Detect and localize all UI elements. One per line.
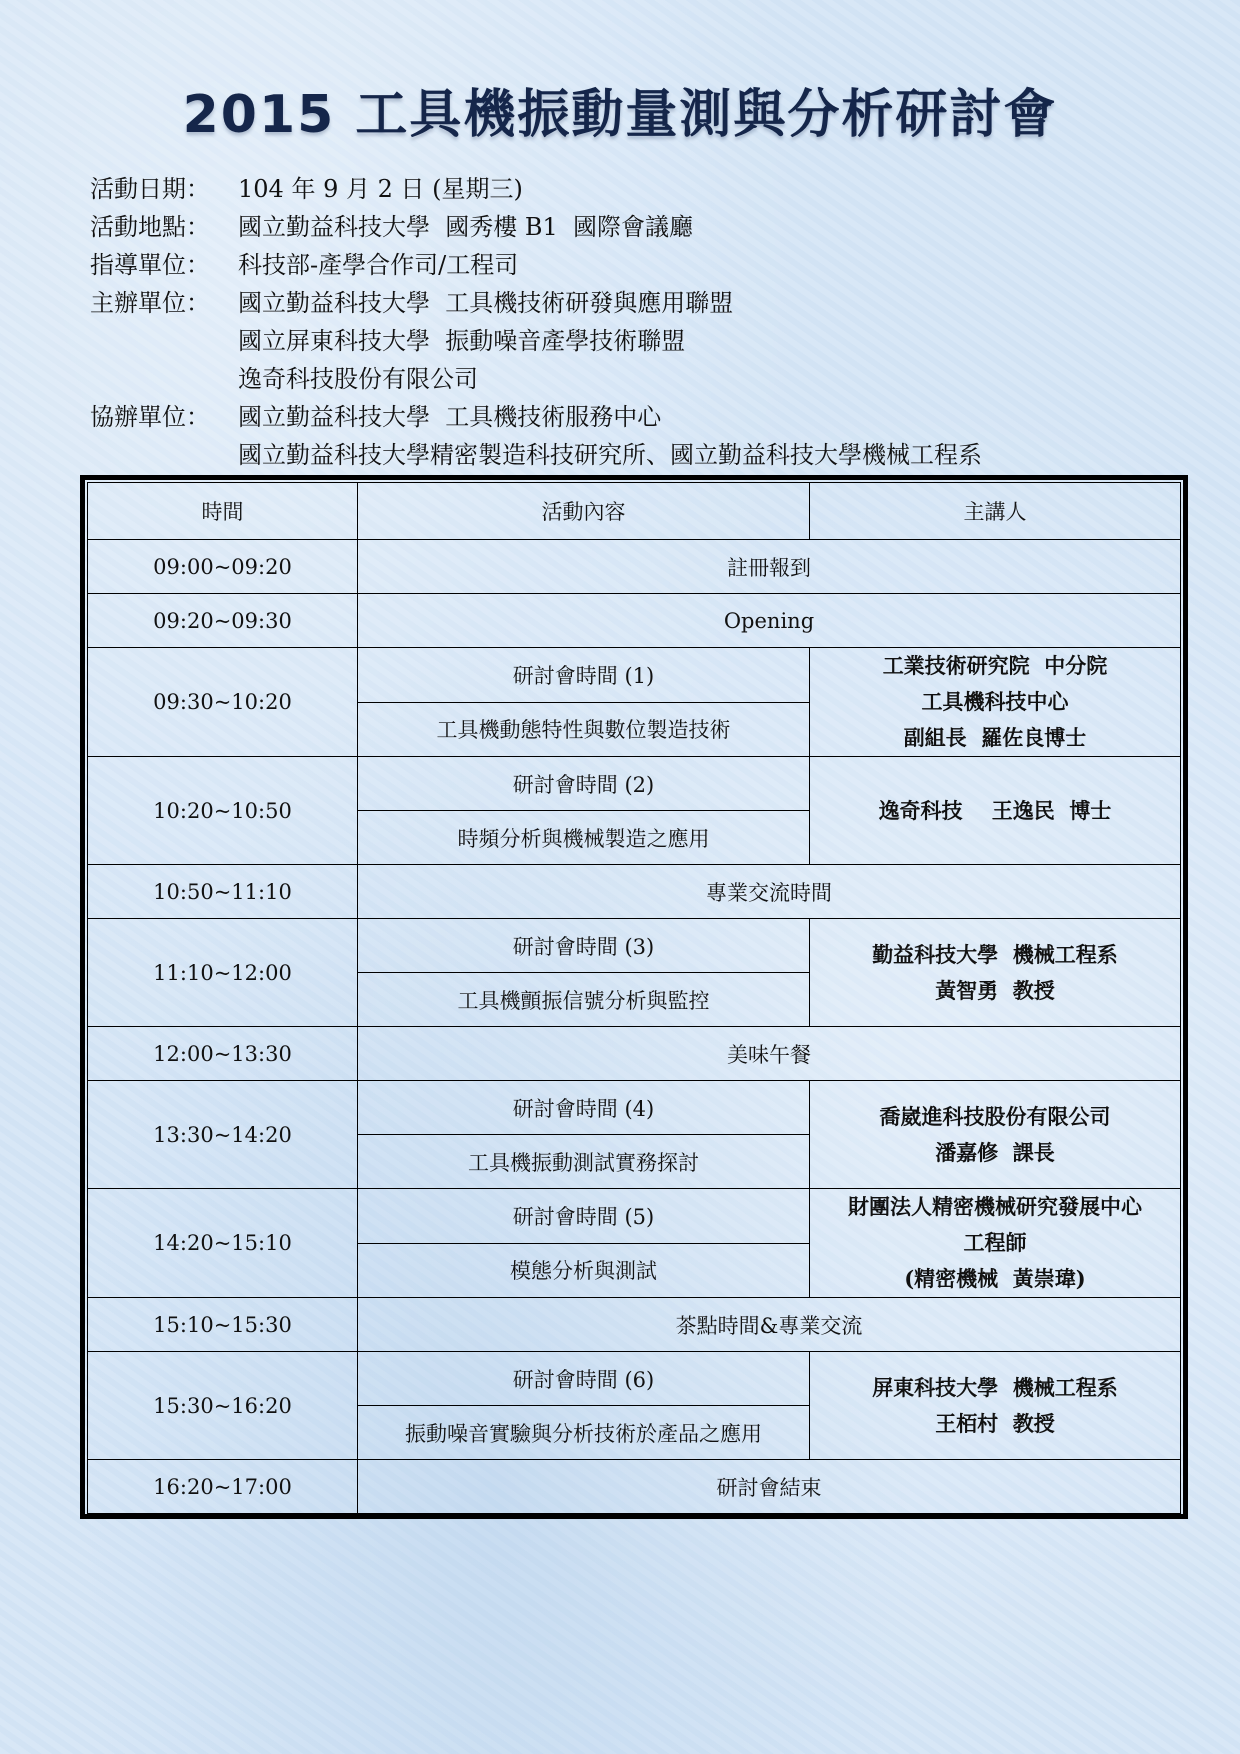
time-cell: 14:20~15:10 [88, 1189, 358, 1298]
table-row [88, 1081, 1181, 1135]
speaker-line: (精密機械 黃崇瑋) [904, 1266, 1086, 1291]
speaker-cell [810, 1081, 1181, 1189]
schedule-table [87, 482, 1181, 1514]
speaker-cell [810, 1352, 1181, 1460]
topic-cell: 工具機動態特性與數位製造技術 [358, 702, 810, 757]
activity-cell: 專業交流時間 [358, 865, 1181, 919]
time-cell: 09:20~09:30 [88, 594, 358, 648]
time-cell: 10:50~11:10 [88, 865, 358, 919]
activity-cell: 註冊報到 [358, 540, 1181, 594]
time-cell: 15:10~15:30 [88, 1298, 358, 1352]
activity-cell: 美味午餐 [358, 1027, 1181, 1081]
table-row [88, 594, 1181, 648]
time-cell: 16:20~17:00 [88, 1460, 358, 1514]
speaker-line: 王栢村 教授 [935, 1410, 1055, 1436]
table-row [88, 865, 1181, 919]
info-venue [90, 208, 1170, 246]
speaker-line: 逸奇科技 王逸民 博士 [878, 797, 1112, 823]
info-venue-value: 國立勤益科技大學 國秀樓 B1 國際會議廳 [238, 213, 694, 241]
table-row [88, 540, 1181, 594]
time-cell: 10:20~10:50 [88, 757, 358, 865]
session-cell: 研討會時間 (1) [358, 648, 810, 703]
info-guidance [90, 246, 1170, 284]
activity-cell: 研討會結束 [358, 1460, 1181, 1514]
topic-cell: 工具機振動測試實務探討 [358, 1135, 810, 1189]
header-content: 活動內容 [358, 483, 810, 540]
speaker-cell [810, 757, 1181, 865]
topic-cell: 模態分析與測試 [358, 1243, 810, 1298]
time-cell: 09:00~09:20 [88, 540, 358, 594]
speaker-line: 副組長 羅佐良博士 [903, 725, 1087, 750]
time-cell: 15:30~16:20 [88, 1352, 358, 1460]
topic-cell: 時頻分析與機械製造之應用 [358, 811, 810, 865]
header-speaker: 主講人 [810, 483, 1181, 540]
speaker-line: 工程師 [963, 1230, 1027, 1255]
table-row [88, 919, 1181, 973]
table-row [88, 1027, 1181, 1081]
session-cell: 研討會時間 (3) [358, 919, 810, 973]
header-time: 時間 [88, 483, 358, 540]
info-venue-label: 活動地點： [90, 213, 210, 241]
topic-cell: 工具機顫振信號分析與監控 [358, 973, 810, 1027]
speaker-line: 喬崴進科技股份有限公司 [879, 1103, 1111, 1129]
table-row [88, 1189, 1181, 1244]
time-cell: 13:30~14:20 [88, 1081, 358, 1189]
info-guidance-value: 科技部-產學合作司/工程司 [238, 251, 519, 279]
session-cell: 研討會時間 (4) [358, 1081, 810, 1135]
info-guidance-label: 指導單位： [90, 251, 210, 279]
speaker-line: 工業技術研究院 中分院 [882, 653, 1108, 678]
table-row [88, 757, 1181, 811]
activity-cell: Opening [358, 594, 1181, 648]
info-co-organizer-line: 國立勤益科技大學 工具機技術服務中心 [238, 403, 662, 431]
time-cell: 09:30~10:20 [88, 648, 358, 757]
speaker-line: 潘嘉修 課長 [935, 1139, 1055, 1165]
info-co-organizer [90, 398, 1170, 474]
session-cell: 研討會時間 (2) [358, 757, 810, 811]
speaker-line: 屏東科技大學 機械工程系 [872, 1374, 1118, 1400]
session-cell: 研討會時間 (5) [358, 1189, 810, 1244]
time-cell: 12:00~13:30 [88, 1027, 358, 1081]
topic-cell: 振動噪音實驗與分析技術於產品之應用 [358, 1406, 810, 1460]
info-co-organizer-label: 協辦單位： [90, 403, 210, 431]
speaker-cell [810, 1189, 1181, 1298]
speaker-line: 財團法人精密機械研究發展中心 [848, 1194, 1142, 1219]
time-cell: 11:10~12:00 [88, 919, 358, 1027]
info-organizer-line: 國立屏東科技大學 振動噪音產學技術聯盟 [238, 327, 686, 355]
info-organizer-line: 逸奇科技股份有限公司 [238, 365, 478, 393]
info-co-organizer-line: 國立勤益科技大學精密製造科技研究所、國立勤益科技大學機械工程系 [238, 441, 982, 469]
schedule-table-frame [80, 475, 1188, 1519]
table-row [88, 1298, 1181, 1352]
info-organizer-line: 國立勤益科技大學 工具機技術研發與應用聯盟 [238, 289, 734, 317]
session-cell: 研討會時間 (6) [358, 1352, 810, 1406]
table-row [88, 1460, 1181, 1514]
speaker-line: 黃智勇 教授 [935, 977, 1055, 1003]
speaker-line: 工具機科技中心 [921, 689, 1069, 714]
page-title: 2015 工具機振動量測與分析研討會 [182, 85, 1058, 145]
speaker-cell [810, 919, 1181, 1027]
info-date-value: 104 年 9 月 2 日 (星期三) [238, 175, 523, 203]
info-organizer [90, 284, 1170, 398]
activity-cell: 茶點時間&專業交流 [358, 1298, 1181, 1352]
info-date [90, 170, 1170, 208]
speaker-cell [810, 648, 1181, 757]
table-row [88, 1352, 1181, 1406]
event-info [90, 170, 1170, 474]
speaker-line: 勤益科技大學 機械工程系 [872, 941, 1118, 967]
table-row [88, 648, 1181, 703]
info-date-label: 活動日期： [90, 175, 210, 203]
info-organizer-label: 主辦單位： [90, 289, 210, 317]
